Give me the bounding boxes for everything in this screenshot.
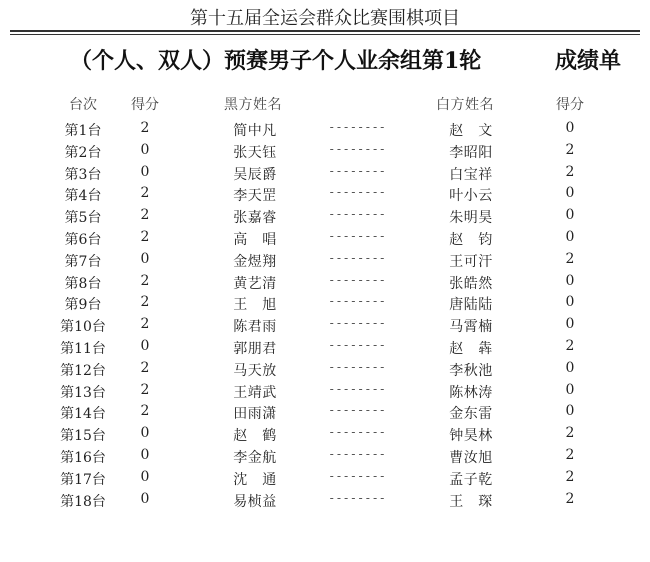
white-score: 0 [565,229,575,245]
header-black-name: 黑方姓名 [224,97,282,113]
board-number: 第13台 [60,384,106,401]
board-number: 第6台 [64,232,102,248]
board-number: 第4台 [64,188,102,205]
table-row [0,491,650,513]
white-player-name: 王 琛 [449,493,493,510]
black-score: 0 [140,338,150,354]
pairing-separator: -------- [328,468,386,483]
header-black-score: 得分 [131,97,159,113]
black-player-name: 张嘉睿 [233,210,277,227]
board-number: 第16台 [60,450,106,466]
result-title: 成绩单 [555,48,622,74]
event-title: 第十五届全运会群众比赛围棋项目 [190,8,460,29]
white-score: 0 [565,403,575,420]
white-player-name: 孟子乾 [449,471,493,488]
black-score: 2 [140,185,150,202]
pairing-separator: -------- [328,403,386,418]
pairing-separator: -------- [328,141,386,156]
white-score: 2 [565,163,575,180]
white-score: 0 [565,207,575,224]
board-number: 第9台 [64,297,102,314]
table-row [0,447,650,469]
black-score: 2 [140,381,150,398]
black-player-name: 沈 通 [233,471,277,488]
black-score: 2 [140,272,150,289]
pairing-separator: -------- [328,272,386,287]
white-score: 0 [565,272,575,289]
table-row [0,207,650,229]
white-player-name: 赵 钧 [449,232,493,248]
white-player-name: 张皓然 [449,275,493,292]
black-score: 2 [140,359,150,376]
white-score: 2 [565,425,575,442]
round-title: （个人、双人）预赛男子个人业余组第1轮 [70,48,482,74]
white-player-name: 李秋池 [449,362,493,379]
white-player-name: 李昭阳 [449,144,493,161]
black-score: 2 [140,316,150,333]
black-player-name: 田雨潇 [233,406,277,423]
board-number: 第14台 [60,406,106,423]
pairing-separator: -------- [328,120,386,134]
board-number: 第2台 [64,144,102,161]
white-player-name: 曹汝旭 [449,450,493,466]
black-score: 0 [140,468,150,485]
black-score: 2 [140,294,150,311]
board-number: 第10台 [60,319,106,336]
black-player-name: 王靖武 [233,384,277,401]
black-score: 0 [140,447,150,463]
white-player-name: 白宝祥 [449,166,493,183]
white-score: 0 [565,185,575,202]
board-number: 第5台 [64,210,102,227]
black-player-name: 黄艺清 [233,275,277,292]
black-player-name: 张天钰 [233,144,277,161]
table-row [0,120,650,142]
white-score: 2 [565,338,575,354]
white-score: 2 [565,250,575,267]
black-player-name: 陈君雨 [233,319,277,336]
table-row [0,425,650,447]
black-score: 0 [140,490,150,507]
black-score: 0 [140,425,150,442]
white-player-name: 朱明昊 [449,210,493,227]
table-row [0,382,650,404]
table-row [0,229,650,251]
board-number: 第12台 [60,362,106,379]
table-row [0,403,650,425]
board-number: 第3台 [64,166,102,183]
white-player-name: 唐陆陆 [449,297,493,314]
white-score: 0 [565,381,575,398]
white-score: 2 [565,447,575,463]
board-number: 第11台 [60,341,106,357]
black-player-name: 李金航 [233,450,277,466]
black-player-name: 王 旭 [233,297,277,314]
table-row [0,142,650,164]
white-player-name: 马霄楠 [449,319,493,336]
black-player-name: 易桢益 [233,493,277,510]
black-player-name: 赵 鹤 [233,428,277,445]
table-row [0,360,650,382]
pairing-separator: -------- [328,490,386,505]
white-player-name: 钟昊林 [449,428,493,445]
board-number: 第18台 [60,493,106,510]
table-row [0,294,650,316]
black-score: 2 [140,403,150,420]
pairing-separator: -------- [328,294,386,309]
header-white-score: 得分 [556,97,584,113]
black-score: 2 [140,120,150,136]
pairing-separator: -------- [328,229,386,243]
black-player-name: 吴辰爵 [233,166,277,183]
table-row [0,469,650,491]
black-player-name: 高 唱 [233,232,277,248]
black-player-name: 郭朋君 [233,341,277,357]
pairing-separator: -------- [328,185,386,200]
pairing-separator: -------- [328,250,386,265]
white-player-name: 叶小云 [449,188,493,205]
white-score: 0 [565,316,575,333]
white-player-name: 赵 文 [449,123,493,139]
black-score: 2 [140,229,150,245]
header-board: 台次 [69,97,97,113]
white-score: 2 [565,468,575,485]
white-player-name: 金东雷 [449,406,493,423]
board-number: 第8台 [64,275,102,292]
table-row [0,164,650,186]
table-row [0,251,650,273]
pairing-separator: -------- [328,381,386,396]
pairing-separator: -------- [328,163,386,178]
black-score: 0 [140,250,150,267]
table-row [0,185,650,207]
white-score: 2 [565,490,575,507]
white-player-name: 赵 犇 [449,341,493,357]
pairing-separator: -------- [328,359,386,374]
board-number: 第1台 [64,123,102,139]
white-score: 2 [565,141,575,158]
table-row [0,316,650,338]
table-row [0,273,650,295]
pairing-separator: -------- [328,338,386,352]
white-score: 0 [565,120,575,136]
pairing-separator: -------- [328,425,386,440]
white-score: 0 [565,294,575,311]
black-player-name: 马天放 [233,362,277,379]
table-row [0,338,650,360]
white-player-name: 王可汗 [449,253,493,270]
pairing-separator: -------- [328,207,386,222]
black-player-name: 李天罡 [233,188,277,205]
white-score: 0 [565,359,575,376]
board-number: 第15台 [60,428,106,445]
black-player-name: 金煜翔 [233,253,277,270]
pairing-separator: -------- [328,447,386,461]
board-number: 第7台 [64,253,102,270]
black-score: 2 [140,207,150,224]
white-player-name: 陈林涛 [449,384,493,401]
black-player-name: 简中凡 [233,123,277,139]
board-number: 第17台 [60,471,106,488]
black-score: 0 [140,163,150,180]
header-white-name: 白方姓名 [436,97,494,113]
pairing-separator: -------- [328,316,386,331]
black-score: 0 [140,141,150,158]
